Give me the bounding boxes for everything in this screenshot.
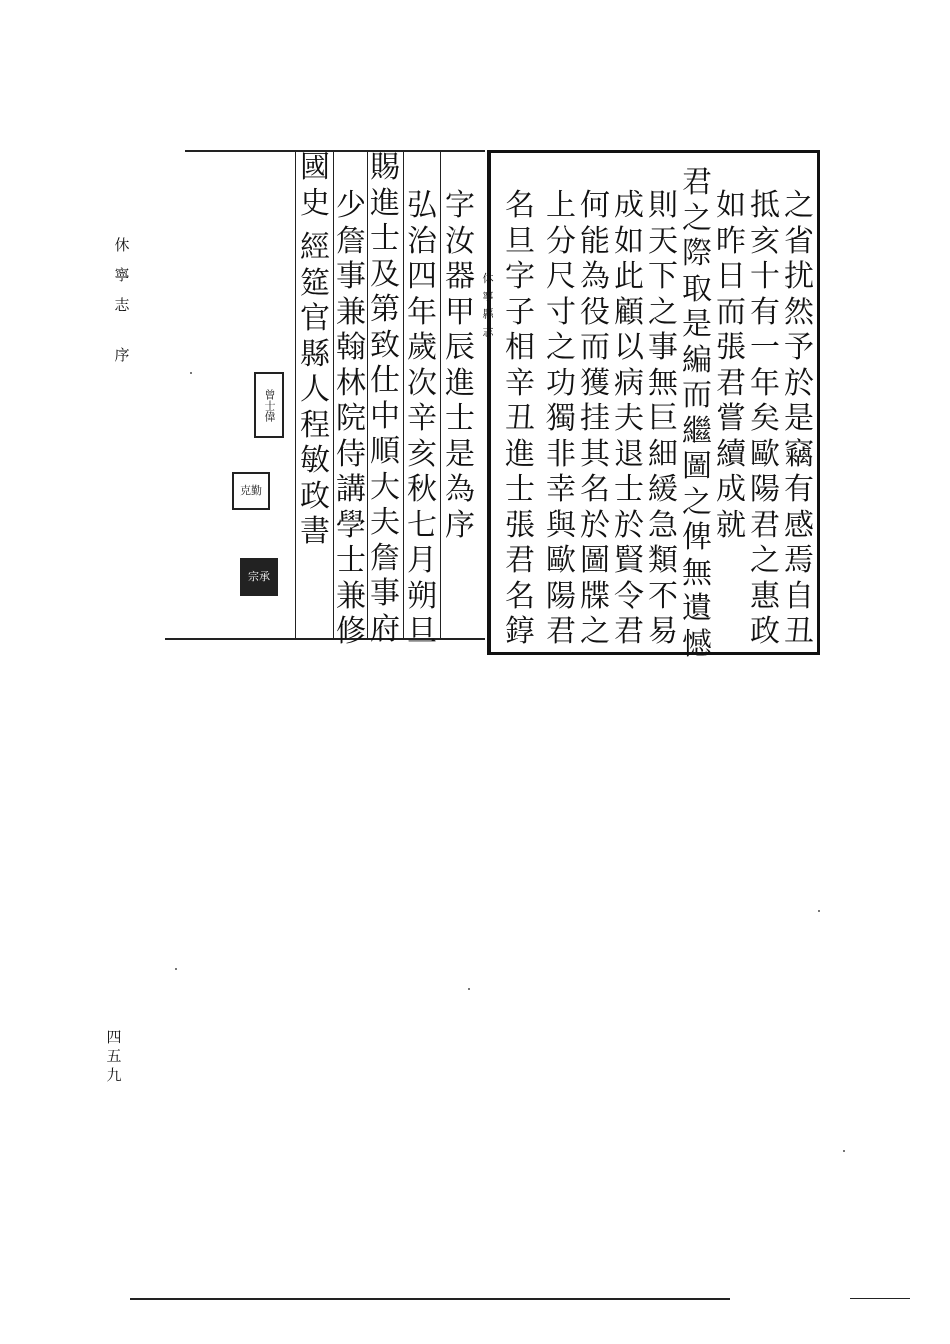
scan-speck	[818, 910, 820, 912]
glyph: 天	[648, 223, 678, 259]
glyph: 於	[580, 507, 610, 543]
glyph: 休	[482, 272, 494, 285]
glyph: 相	[505, 330, 535, 365]
glyph: 而	[682, 378, 712, 413]
margin-title	[112, 230, 132, 320]
glyph: 為	[580, 259, 610, 294]
margin-section: 序	[114, 346, 130, 364]
glyph: 無	[682, 555, 712, 591]
glyph: 翰	[336, 330, 366, 365]
main-column-6	[609, 188, 649, 650]
glyph: 次	[407, 365, 437, 401]
glyph: 與	[546, 507, 576, 543]
glyph: 進	[505, 436, 535, 472]
glyph: 學	[336, 507, 366, 543]
glyph: 之	[750, 543, 780, 578]
glyph: 不	[648, 578, 678, 614]
glyph: 之	[546, 330, 576, 365]
glyph: 取	[682, 271, 712, 307]
glyph: 省	[784, 223, 814, 259]
scan-speck	[190, 372, 192, 374]
glyph: 君	[716, 365, 746, 401]
glyph: 治	[407, 223, 437, 259]
glyph: 字	[505, 259, 535, 294]
page-number-char: 四	[106, 1028, 122, 1046]
glyph: 於	[784, 365, 814, 401]
glyph: 憾	[682, 626, 712, 662]
glyph: 侍	[336, 436, 366, 472]
glyph: 陽	[750, 472, 780, 507]
glyph: 士	[445, 401, 475, 436]
glyph: 辰	[445, 330, 475, 365]
glyph: 之	[682, 200, 712, 236]
glyph: 張	[716, 330, 746, 365]
glyph: 幸	[546, 472, 576, 507]
glyph: 士	[336, 543, 366, 578]
glyph: 朔	[407, 578, 437, 614]
glyph: 經	[300, 230, 330, 265]
glyph: 緩	[648, 472, 678, 507]
glyph: 中	[370, 398, 400, 434]
glyph: 圖	[580, 543, 610, 578]
glyph: 君	[546, 614, 576, 649]
glyph: 感	[784, 507, 814, 543]
glyph: 士	[505, 472, 535, 507]
glyph: 為	[445, 472, 475, 507]
glyph: 其	[580, 436, 610, 472]
scan-speck	[843, 1150, 845, 1152]
glyph: 而	[580, 330, 610, 365]
glyph: 獲	[580, 365, 610, 401]
bottom-page-rule-right	[850, 1298, 910, 1299]
glyph: 講	[336, 472, 366, 507]
margin-title-char: 志	[114, 296, 130, 314]
main-column-5	[643, 188, 683, 650]
glyph: 賜	[370, 150, 400, 185]
glyph: 兼	[336, 294, 366, 330]
bottom-page-rule	[130, 1298, 730, 1300]
main-column-9	[500, 188, 540, 650]
glyph: 名	[505, 578, 535, 614]
glyph: 易	[648, 614, 678, 649]
glyph: 功	[546, 365, 576, 401]
glyph: 類	[648, 543, 678, 578]
glyph: 則	[648, 188, 678, 223]
glyph: 亥	[750, 223, 780, 259]
glyph: 亥	[407, 436, 437, 472]
page-number-char: 五	[106, 1047, 122, 1065]
glyph: 辛	[407, 401, 437, 436]
glyph: 君	[682, 165, 712, 200]
glyph: 然	[784, 294, 814, 330]
glyph: 君	[505, 543, 535, 578]
glyph: 士	[370, 221, 400, 256]
glyph: 事	[370, 576, 400, 611]
glyph: 令	[614, 578, 644, 614]
main-column-7	[575, 188, 615, 650]
glyph: 名	[505, 188, 535, 223]
glyph: 歐	[546, 543, 576, 578]
scan-speck	[468, 988, 470, 990]
glyph: 子	[505, 294, 535, 330]
scan-speck	[175, 968, 177, 970]
left-column-3	[365, 150, 405, 647]
glyph: 敏	[300, 443, 330, 478]
glyph: 於	[614, 507, 644, 543]
glyph: 抵	[750, 188, 780, 223]
glyph: 人	[300, 372, 330, 407]
glyph: 何	[580, 188, 610, 223]
left-column-5	[295, 150, 335, 221]
glyph: 上	[546, 188, 576, 223]
glyph: 惠	[750, 578, 780, 614]
glyph: 丑	[505, 401, 535, 436]
glyph: 縣	[300, 336, 330, 372]
glyph: 年	[407, 294, 437, 330]
glyph: 際	[682, 236, 712, 271]
glyph: 有	[784, 472, 814, 507]
glyph: 張	[505, 507, 535, 543]
glyph: 丑	[784, 614, 814, 649]
center-strip-title	[478, 270, 498, 341]
glyph: 挂	[580, 401, 610, 436]
seal-stamp	[254, 372, 284, 438]
glyph: 是	[784, 401, 814, 436]
glyph: 能	[580, 223, 610, 259]
glyph: 如	[716, 188, 746, 223]
glyph: 成	[716, 472, 746, 507]
glyph: 秋	[407, 472, 437, 507]
glyph: 俾	[682, 520, 712, 555]
left-column-1	[440, 188, 480, 543]
glyph: 繼	[682, 413, 712, 449]
glyph: 獨	[546, 401, 576, 436]
glyph: 修	[336, 614, 366, 649]
glyph: 字	[445, 188, 475, 223]
glyph: 如	[614, 223, 644, 259]
glyph: 之	[784, 188, 814, 223]
glyph: 圖	[682, 449, 712, 484]
glyph: 之	[580, 614, 610, 649]
glyph: 程	[300, 407, 330, 443]
glyph: 一	[750, 330, 780, 365]
glyph: 甲	[445, 294, 475, 330]
glyph: 序	[445, 507, 475, 543]
glyph: 第	[370, 292, 400, 327]
glyph: 役	[580, 294, 610, 330]
page-number-char: 九	[106, 1066, 122, 1084]
glyph: 弘	[407, 188, 437, 223]
glyph: 寧	[482, 290, 494, 303]
glyph: 政	[300, 478, 330, 514]
glyph: 是	[682, 307, 712, 342]
glyph: 事	[648, 330, 678, 365]
glyph: 日	[716, 259, 746, 294]
glyph: 七	[407, 507, 437, 543]
glyph: 而	[716, 294, 746, 330]
glyph: 急	[648, 507, 678, 543]
center-fold-rule	[487, 150, 491, 655]
glyph: 以	[614, 330, 644, 365]
glyph: 及	[370, 256, 400, 292]
glyph: 十	[750, 259, 780, 294]
glyph: 有	[750, 294, 780, 330]
glyph: 大	[370, 469, 400, 505]
glyph: 分	[546, 223, 576, 259]
glyph: 進	[370, 185, 400, 221]
main-column-2	[745, 188, 785, 650]
glyph: 進	[445, 365, 475, 401]
glyph: 非	[546, 436, 576, 472]
glyph: 無	[648, 365, 678, 401]
glyph: 病	[614, 365, 644, 401]
glyph: 院	[336, 401, 366, 436]
seal-text: 克勤	[240, 484, 262, 497]
glyph: 仕	[370, 363, 400, 398]
glyph: 士	[614, 472, 644, 507]
glyph: 夫	[614, 401, 644, 436]
glyph: 遺	[682, 591, 712, 626]
glyph: 細	[648, 436, 678, 472]
glyph: 筵	[300, 265, 330, 301]
glyph: 寸	[546, 294, 576, 330]
glyph: 牒	[580, 578, 610, 614]
glyph: 此	[614, 259, 644, 294]
glyph: 官	[300, 301, 330, 336]
glyph: 林	[336, 365, 366, 401]
glyph: 兼	[336, 578, 366, 614]
glyph: 少	[336, 188, 366, 223]
glyph: 國	[300, 150, 330, 185]
margin-title-char: 休	[114, 236, 130, 254]
left-column-4	[331, 188, 371, 650]
main-column-3	[711, 188, 751, 543]
glyph: 是	[445, 436, 475, 472]
main-column-1	[779, 188, 819, 650]
glyph: 歲	[407, 330, 437, 365]
glyph: 旦	[407, 614, 437, 649]
glyph: 器	[445, 259, 475, 294]
glyph: 嘗	[716, 401, 746, 436]
glyph: 退	[614, 436, 644, 472]
main-column-8	[541, 188, 581, 650]
glyph: 自	[784, 578, 814, 614]
glyph: 予	[784, 330, 814, 365]
glyph: 政	[750, 614, 780, 649]
seal-stamp	[232, 472, 270, 510]
glyph: 錞	[505, 614, 535, 649]
glyph: 汝	[445, 223, 475, 259]
glyph: 事	[336, 259, 366, 294]
glyph: 編	[682, 342, 712, 378]
glyph: 顧	[614, 294, 644, 330]
glyph: 焉	[784, 543, 814, 578]
glyph: 陽	[546, 578, 576, 614]
glyph: 賢	[614, 543, 644, 578]
glyph: 昨	[716, 223, 746, 259]
glyph: 年	[750, 365, 780, 401]
glyph: 君	[750, 507, 780, 543]
glyph: 四	[407, 259, 437, 294]
glyph: 辛	[505, 365, 535, 401]
glyph: 詹	[370, 540, 400, 576]
glyph: 府	[370, 611, 400, 647]
glyph: 成	[614, 188, 644, 223]
glyph: 夫	[370, 505, 400, 540]
glyph: 君	[614, 614, 644, 649]
main-column-4	[677, 165, 717, 662]
glyph: 就	[716, 507, 746, 543]
seal-text: 宗承	[248, 570, 270, 583]
left-column-6	[295, 230, 335, 550]
glyph: 詹	[336, 223, 366, 259]
glyph: 下	[648, 259, 678, 294]
glyph: 縣	[482, 308, 494, 321]
glyph: 扰	[784, 259, 814, 294]
glyph: 矣	[750, 401, 780, 436]
glyph: 致	[370, 327, 400, 363]
glyph: 旦	[505, 223, 535, 259]
glyph: 續	[716, 436, 746, 472]
glyph: 之	[648, 294, 678, 330]
glyph: 書	[300, 514, 330, 549]
glyph: 史	[300, 185, 330, 221]
glyph: 志	[482, 325, 494, 339]
glyph: 之	[682, 484, 712, 520]
glyph: 尺	[546, 259, 576, 294]
glyph: 順	[370, 434, 400, 469]
glyph: 歐	[750, 436, 780, 472]
glyph: 月	[407, 543, 437, 578]
page-number	[104, 1028, 124, 1085]
margin-title-char: 寧	[114, 266, 130, 284]
glyph: 名	[580, 472, 610, 507]
glyph: 竊	[784, 436, 814, 472]
seal-text: 曾士偉	[263, 388, 276, 422]
left-column-2	[402, 188, 442, 650]
glyph: 巨	[648, 401, 678, 436]
seal-stamp	[240, 558, 278, 596]
